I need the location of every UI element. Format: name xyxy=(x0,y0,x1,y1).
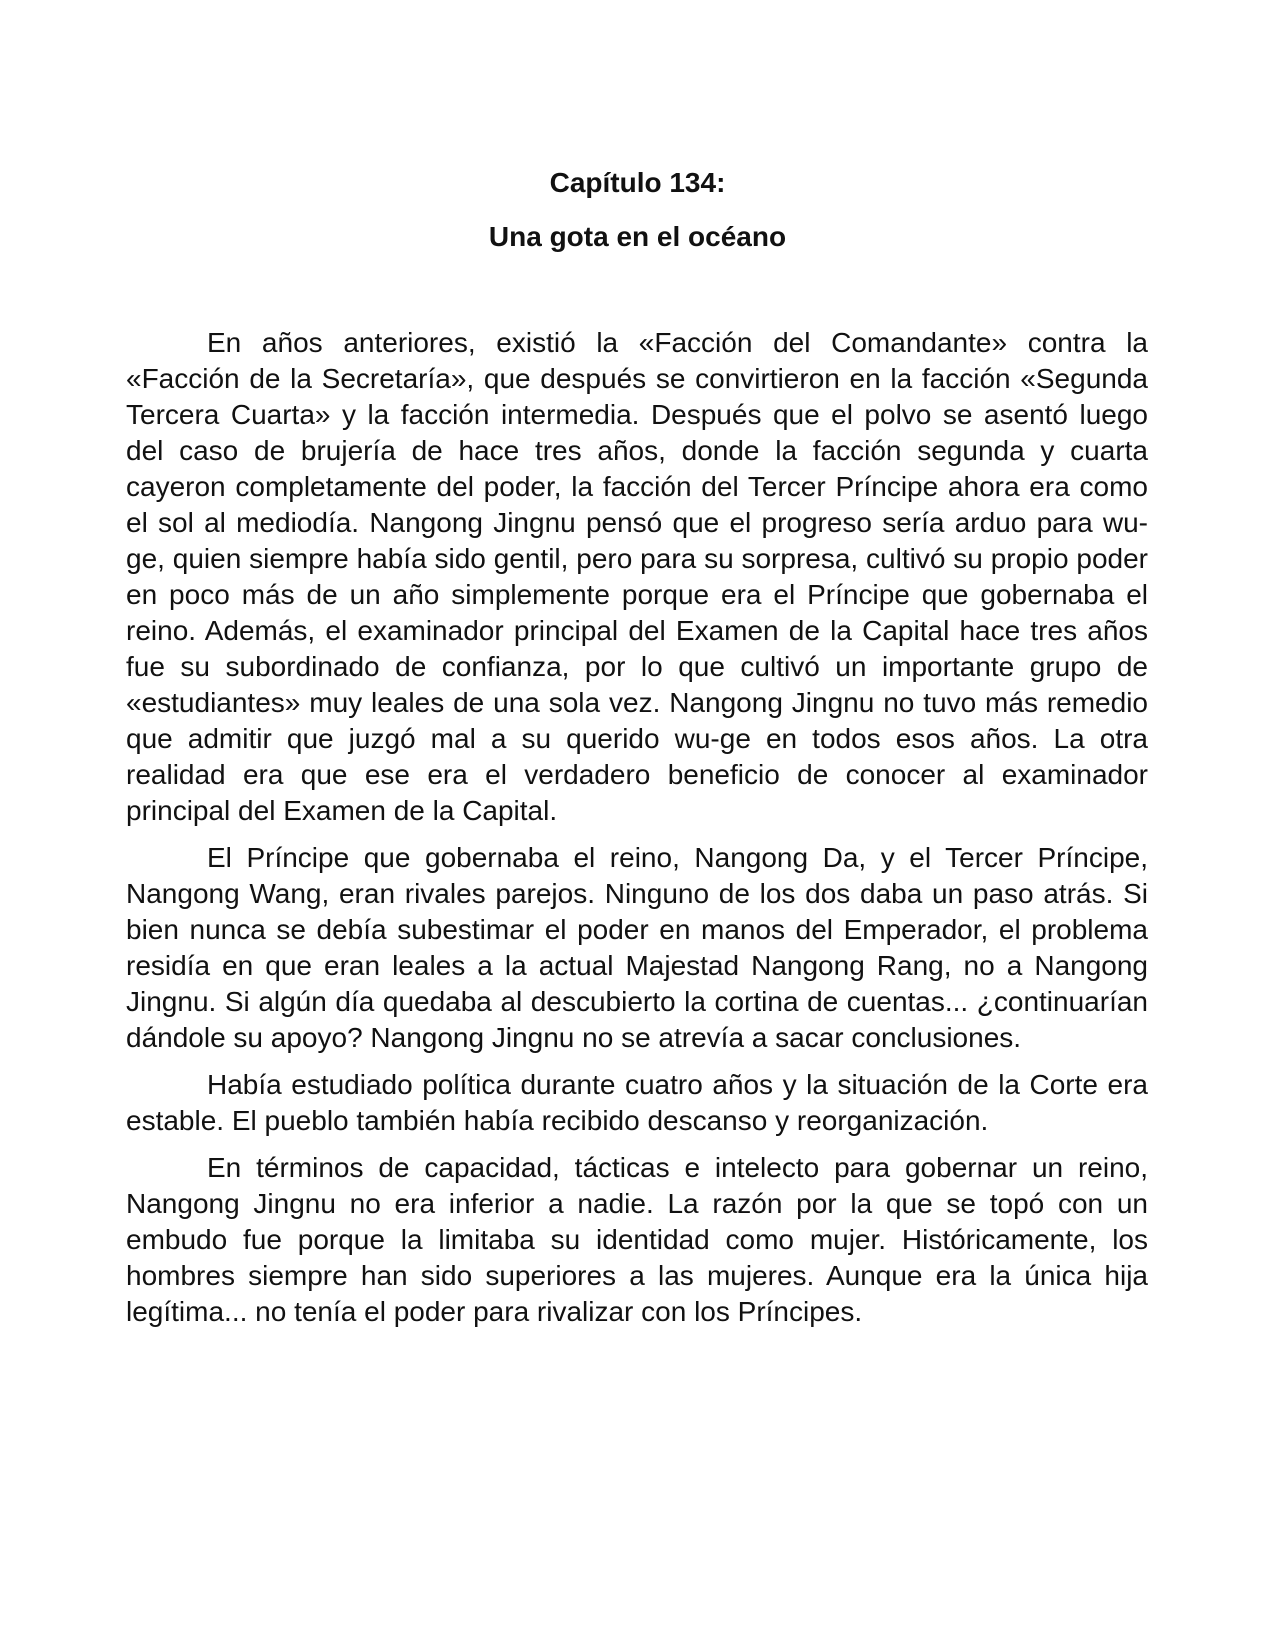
paragraph-2: El Príncipe que gobernaba el reino, Nangong Da, y el Tercer Príncipe, Nangong Wang, eran rivales parejos. Ninguno de los dos daba un paso atrás. Si bien nunca se debía subestimar el poder en manos del Emperador, el problema residía en que eran leales a la actual Majestad Nangong Rang, no a Nangong Jingnu. Si algún día quedaba al descubierto la cortina de cuentas... ¿continuarían dándole su apoyo? Nangong Jingnu no se atrevía a sacar conclusiones. xyxy=(126,842,1148,1053)
paragraph-3: Había estudiado política durante cuatro años y la situación de la Corte era estable. El pueblo también había recibido descanso y reorganización. xyxy=(126,1069,1148,1136)
paragraph-4: En términos de capacidad, tácticas e intelecto para gobernar un reino, Nangong Jingnu no era inferior a nadie. La razón por la que se topó con un embudo fue porque la limitaba su identidad como mujer. Históricamente, los hombres siempre han sido superiores a las mujeres. Aunque era la única hija legítima... no tenía el poder para rivalizar con los Príncipes. xyxy=(126,1152,1148,1327)
chapter-number: Capítulo 134: xyxy=(549,167,726,198)
chapter-title: Una gota en el océano xyxy=(488,221,787,252)
chapter-body xyxy=(126,325,1148,1341)
paragraph-1: En años anteriores, existió la «Facción del Comandante» contra la «Facción de la Secretaría», que después se convirtieron en la facción «Segunda Tercera Cuarta» y la facción intermedia. Después que el polvo se asentó luego del caso de brujería de hace tres años, donde la facción segunda y cuarta cayeron completamente del poder, la facción del Tercer Príncipe ahora era como el sol al mediodía. Nangong Jingnu pensó que el progreso sería arduo para wu-ge, quien siempre había sido gentil, pero para su sorpresa, cultivó su propio poder en poco más de un año simplemente porque era el Príncipe que gobernaba el reino. Además, el examinador principal del Examen de la Capital hace tres años fue su subordinado de confianza, por lo que cultivó un importante grupo de «estudiantes» muy leales de una sola vez. Nangong Jingnu no tuvo más remedio que admitir que juzgó mal a su querido wu-ge en todos esos años. La otra realidad era que ese era el verdadero beneficio de conocer al examinador principal del Examen de la Capital. xyxy=(126,327,1148,826)
